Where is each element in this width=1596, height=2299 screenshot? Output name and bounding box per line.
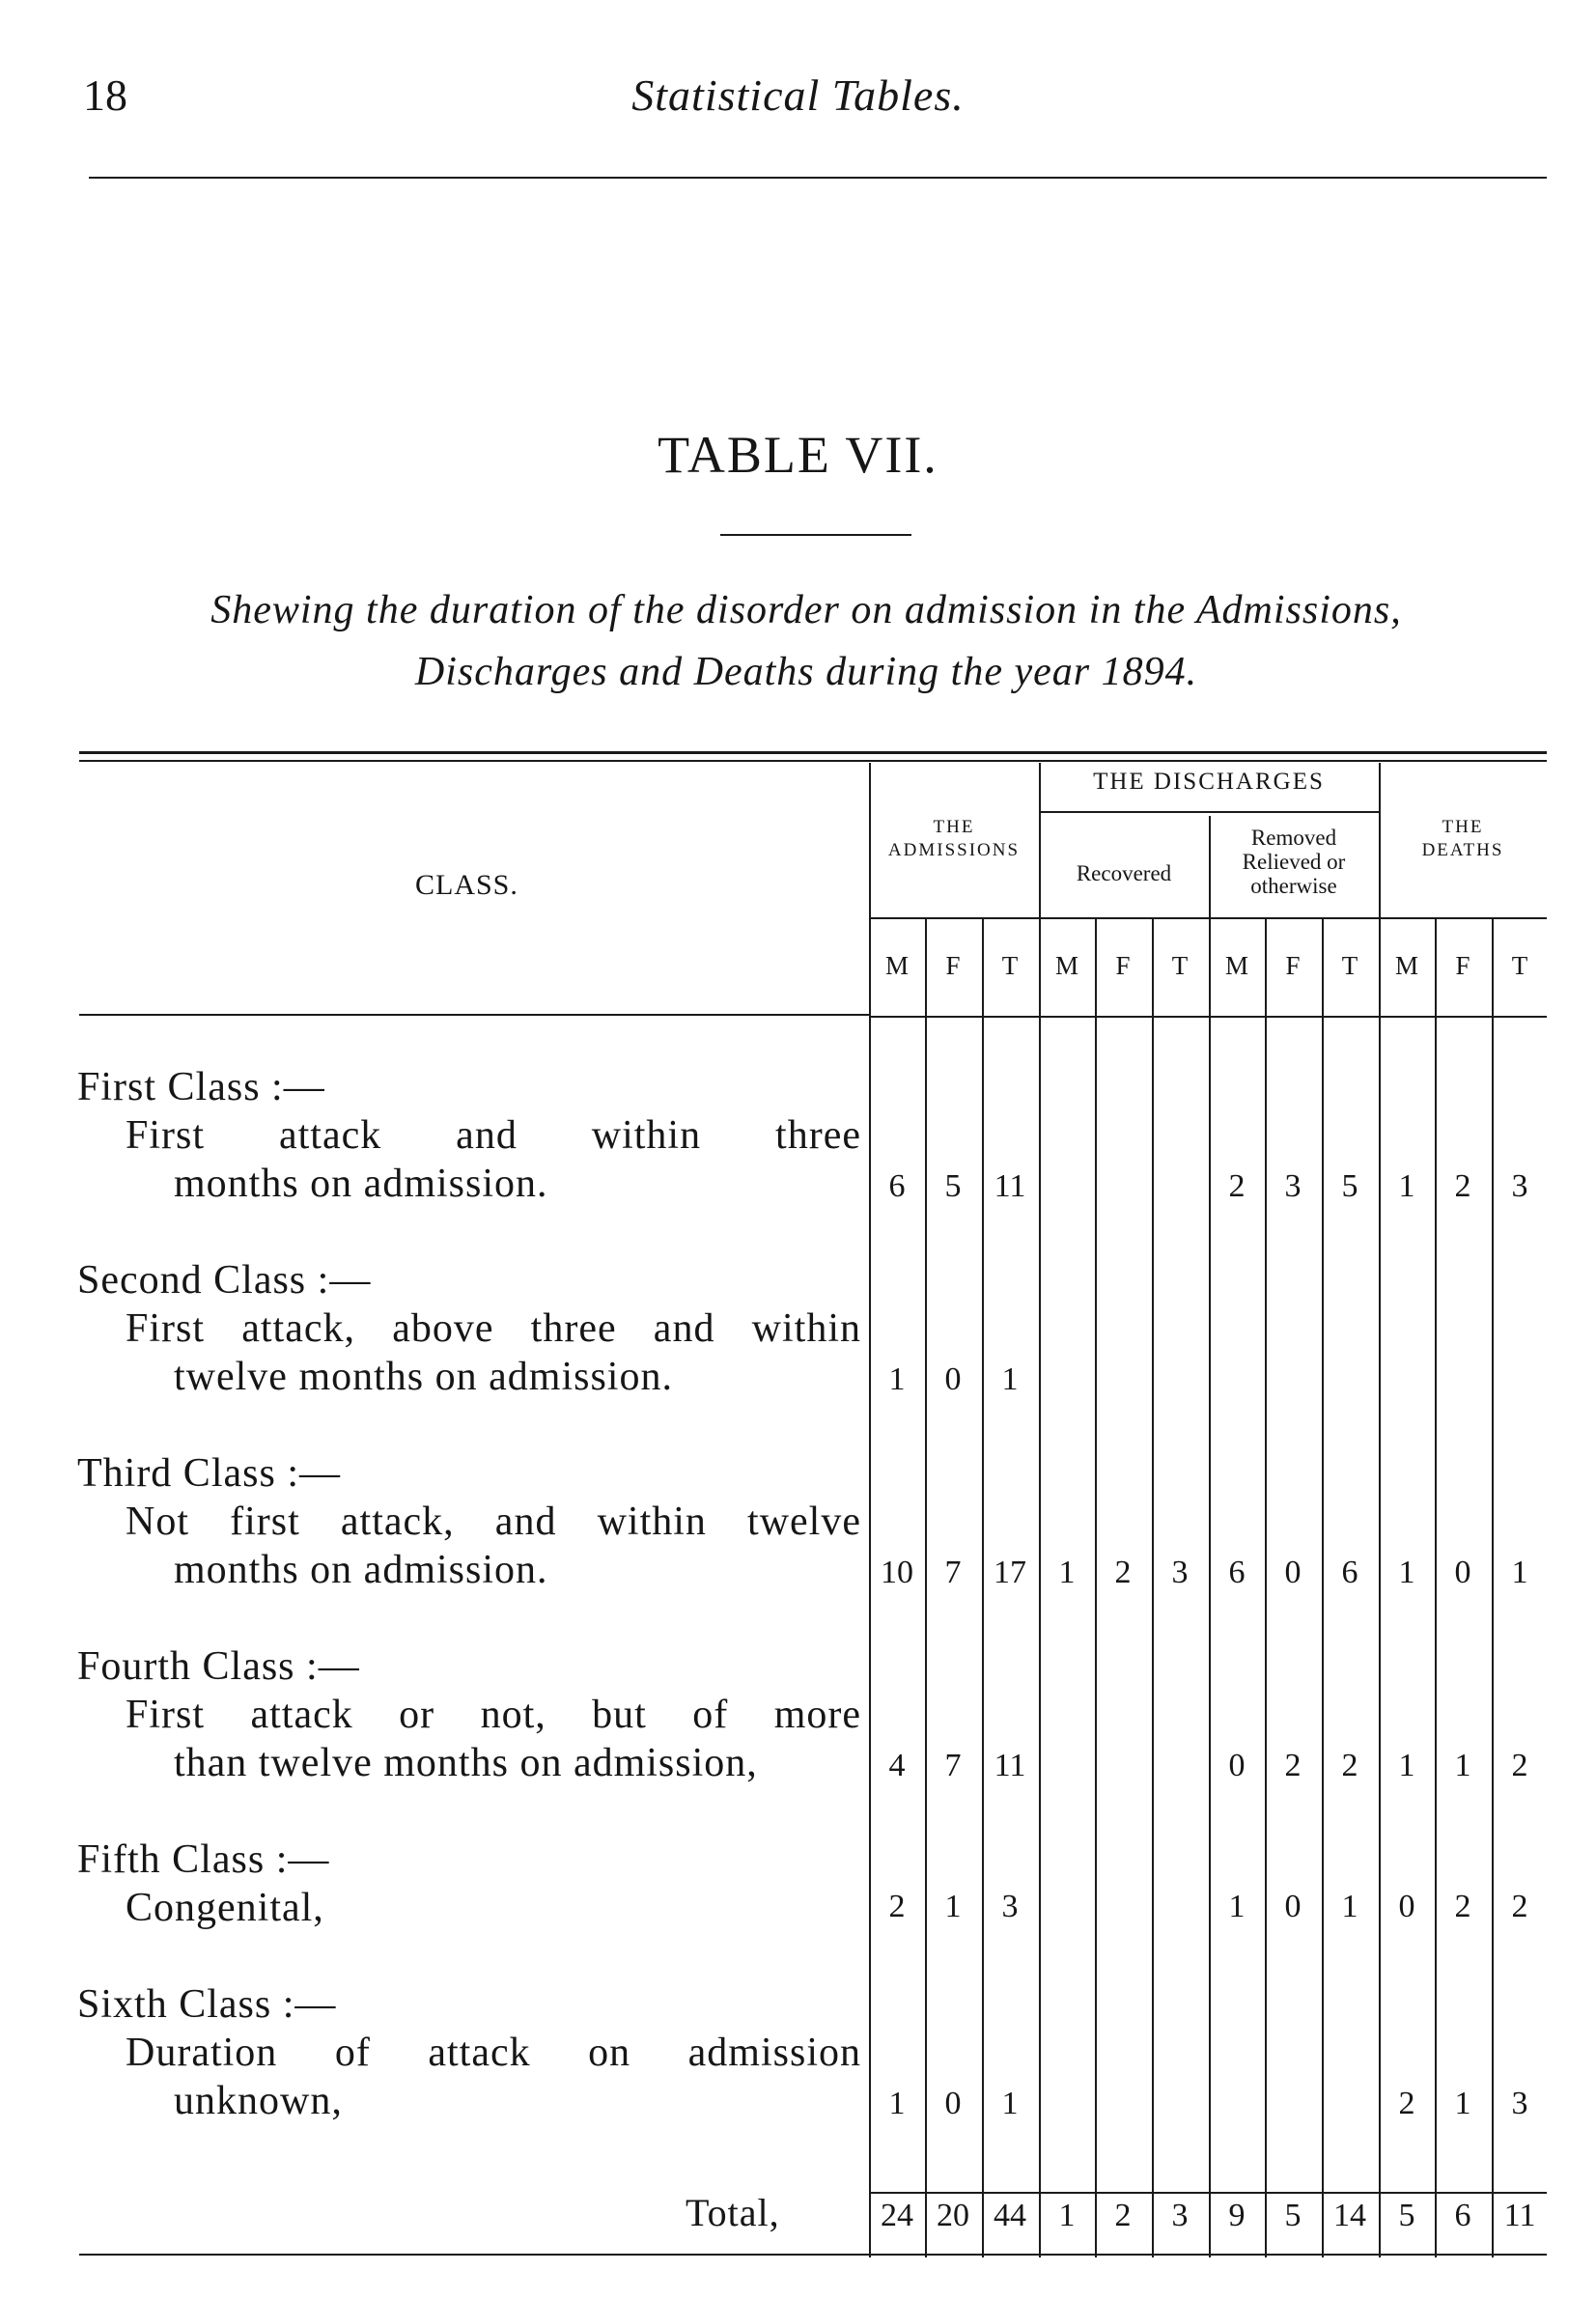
mft-header-cell: M: [1394, 951, 1418, 980]
mft-header-cell: M: [1224, 951, 1248, 980]
total-cell: 5: [1284, 2198, 1302, 2233]
total-cell: 14: [1333, 2198, 1366, 2233]
value-cell: 0: [1454, 1555, 1471, 1590]
value-cell: 2: [1341, 1748, 1358, 1783]
removed-header-line-3: otherwise: [1250, 874, 1337, 898]
removed-header-line-1: Removed: [1250, 826, 1337, 850]
removed-header: [1209, 826, 1379, 898]
class-description-line-1: Congenital,: [126, 1886, 324, 1930]
subheader-under-rule: [869, 917, 1547, 919]
value-cell: 3: [1511, 1168, 1528, 1204]
value-cell: 1: [888, 2086, 906, 2121]
value-cell: 6: [1341, 1555, 1358, 1590]
table-top-rule-2: [79, 760, 1547, 762]
running-head: Statistical Tables.: [631, 70, 965, 120]
admissions-header-line-2: ADMISSIONS: [887, 840, 1021, 860]
mft-header-cell: T: [1511, 951, 1528, 980]
value-cell: 1: [888, 1361, 906, 1397]
value-cell: 11: [994, 1168, 1026, 1204]
deaths-header-line-1: THE: [1442, 817, 1484, 837]
value-cell: 0: [944, 2086, 962, 2121]
total-cell: 11: [1503, 2198, 1536, 2233]
mft-header-cell: F: [945, 951, 961, 980]
value-cell: 0: [1284, 1889, 1302, 1924]
total-cell: 2: [1114, 2198, 1132, 2233]
total-cell: 20: [937, 2198, 969, 2233]
subtitle-line-1: Shewing the duration of the disorder on admission in the Admissions,: [210, 588, 1402, 632]
class-description-line-2: than twelve months on admission,: [174, 1741, 758, 1785]
value-cell: 1: [1058, 1555, 1076, 1590]
value-cell: 6: [888, 1168, 906, 1204]
class-description-line-1: First attack and within three: [126, 1113, 861, 1158]
class-description-line-2: months on admission.: [174, 1548, 548, 1592]
class-description-line-2: unknown,: [174, 2079, 343, 2123]
admissions-header: [869, 816, 1039, 862]
class-column-header: CLASS.: [415, 869, 518, 901]
class-heading: Second Class :—: [77, 1258, 372, 1303]
value-cell: 1: [1001, 2086, 1019, 2121]
value-cell: 2: [1454, 1889, 1471, 1924]
value-cell: 2: [1511, 1748, 1528, 1783]
value-cell: 0: [1398, 1889, 1415, 1924]
value-cell: 2: [1398, 2086, 1415, 2121]
mft-header-cell: M: [1054, 951, 1078, 980]
totals-top-rule: [869, 2192, 1547, 2194]
table-bottom-rule: [79, 2254, 1547, 2256]
value-cell: 3: [1001, 1889, 1019, 1924]
total-cell: 5: [1398, 2198, 1415, 2233]
value-cell: 1: [1001, 1361, 1019, 1397]
class-heading: Third Class :—: [77, 1451, 341, 1496]
value-cell: 2: [1114, 1555, 1132, 1590]
value-cell: 10: [881, 1555, 913, 1590]
table-title: TABLE VII.: [658, 426, 938, 484]
mft-header-cell: T: [1171, 951, 1189, 980]
value-cell: 2: [1284, 1748, 1302, 1783]
value-cell: 2: [1511, 1889, 1528, 1924]
class-description-line-1: First attack or not, but of more: [126, 1693, 861, 1737]
deaths-header-line-2: DEATHS: [1421, 840, 1504, 860]
total-cell: 44: [994, 2198, 1026, 2233]
header-rule: [89, 177, 1547, 179]
mft-header-cell: T: [1001, 951, 1019, 980]
mft-header-cell: M: [884, 951, 909, 980]
class-description-line-2: months on admission.: [174, 1162, 548, 1206]
col-sep-class: [869, 763, 871, 2257]
class-description-line-1: Not first attack, and within twelve: [126, 1500, 861, 1544]
class-heading: Sixth Class :—: [77, 1982, 337, 2027]
total-cell: 3: [1171, 2198, 1189, 2233]
value-cell: 5: [944, 1168, 962, 1204]
total-cell: 1: [1058, 2198, 1076, 2233]
value-cell: 5: [1341, 1168, 1358, 1204]
mft-header-cell: T: [1341, 951, 1358, 980]
class-description-line-1: First attack, above three and within: [126, 1306, 861, 1351]
page-number: 18: [83, 70, 127, 120]
value-cell: 3: [1511, 2086, 1528, 2121]
value-cell: 1: [1454, 2086, 1471, 2121]
header-bottom-rule-class: [79, 1014, 869, 1016]
col-sep-admissions: [1039, 763, 1041, 2257]
value-cell: 3: [1171, 1555, 1189, 1590]
class-heading: Fourth Class :—: [77, 1644, 360, 1689]
class-heading: First Class :—: [77, 1065, 325, 1109]
value-cell: 4: [888, 1748, 906, 1783]
value-cell: 1: [1454, 1748, 1471, 1783]
col-sep-removed: [1379, 763, 1381, 2257]
removed-header-line-2: Relieved or: [1242, 850, 1346, 874]
value-cell: 1: [1398, 1748, 1415, 1783]
total-label: Total,: [686, 2191, 780, 2234]
value-cell: 2: [1228, 1168, 1246, 1204]
value-cell: 7: [944, 1748, 962, 1783]
admissions-header-line-1: THE: [933, 817, 975, 837]
value-cell: 0: [1228, 1748, 1246, 1783]
mft-header-cell: F: [1285, 951, 1301, 980]
class-description-line-2: twelve months on admission.: [174, 1355, 673, 1399]
value-cell: 1: [1511, 1555, 1528, 1590]
value-cell: 1: [1228, 1889, 1246, 1924]
value-cell: 17: [994, 1555, 1026, 1590]
value-cell: 0: [944, 1361, 962, 1397]
total-cell: 24: [881, 2198, 913, 2233]
value-cell: 6: [1228, 1555, 1246, 1590]
class-description-line-1: Duration of attack on admission: [126, 2031, 861, 2075]
value-cell: 1: [1341, 1889, 1358, 1924]
value-cell: 3: [1284, 1168, 1302, 1204]
value-cell: 11: [994, 1748, 1026, 1783]
mft-header-cell: F: [1115, 951, 1131, 980]
value-cell: 2: [1454, 1168, 1471, 1204]
table-top-rule: [79, 751, 1547, 754]
total-cell: 9: [1228, 2198, 1246, 2233]
deaths-header: [1379, 816, 1547, 862]
value-cell: 7: [944, 1555, 962, 1590]
header-bottom-rule-data: [869, 1016, 1547, 1018]
recovered-header: Recovered: [1076, 861, 1172, 885]
class-heading: Fifth Class :—: [77, 1837, 330, 1882]
col-sep-recovered: [1209, 816, 1211, 2257]
discharges-under-rule: [1039, 811, 1379, 813]
subtitle-line-2: Discharges and Deaths during the year 1894.: [414, 650, 1198, 694]
value-cell: 0: [1284, 1555, 1302, 1590]
value-cell: 1: [1398, 1555, 1415, 1590]
value-cell: 2: [888, 1889, 906, 1924]
discharges-header: THE DISCHARGES: [1093, 769, 1325, 795]
total-cell: 6: [1454, 2198, 1471, 2233]
title-rule: [720, 534, 911, 536]
mft-header-cell: F: [1455, 951, 1470, 980]
value-cell: 1: [1398, 1168, 1415, 1204]
table-subtitle: [68, 579, 1545, 703]
value-cell: 1: [944, 1889, 962, 1924]
